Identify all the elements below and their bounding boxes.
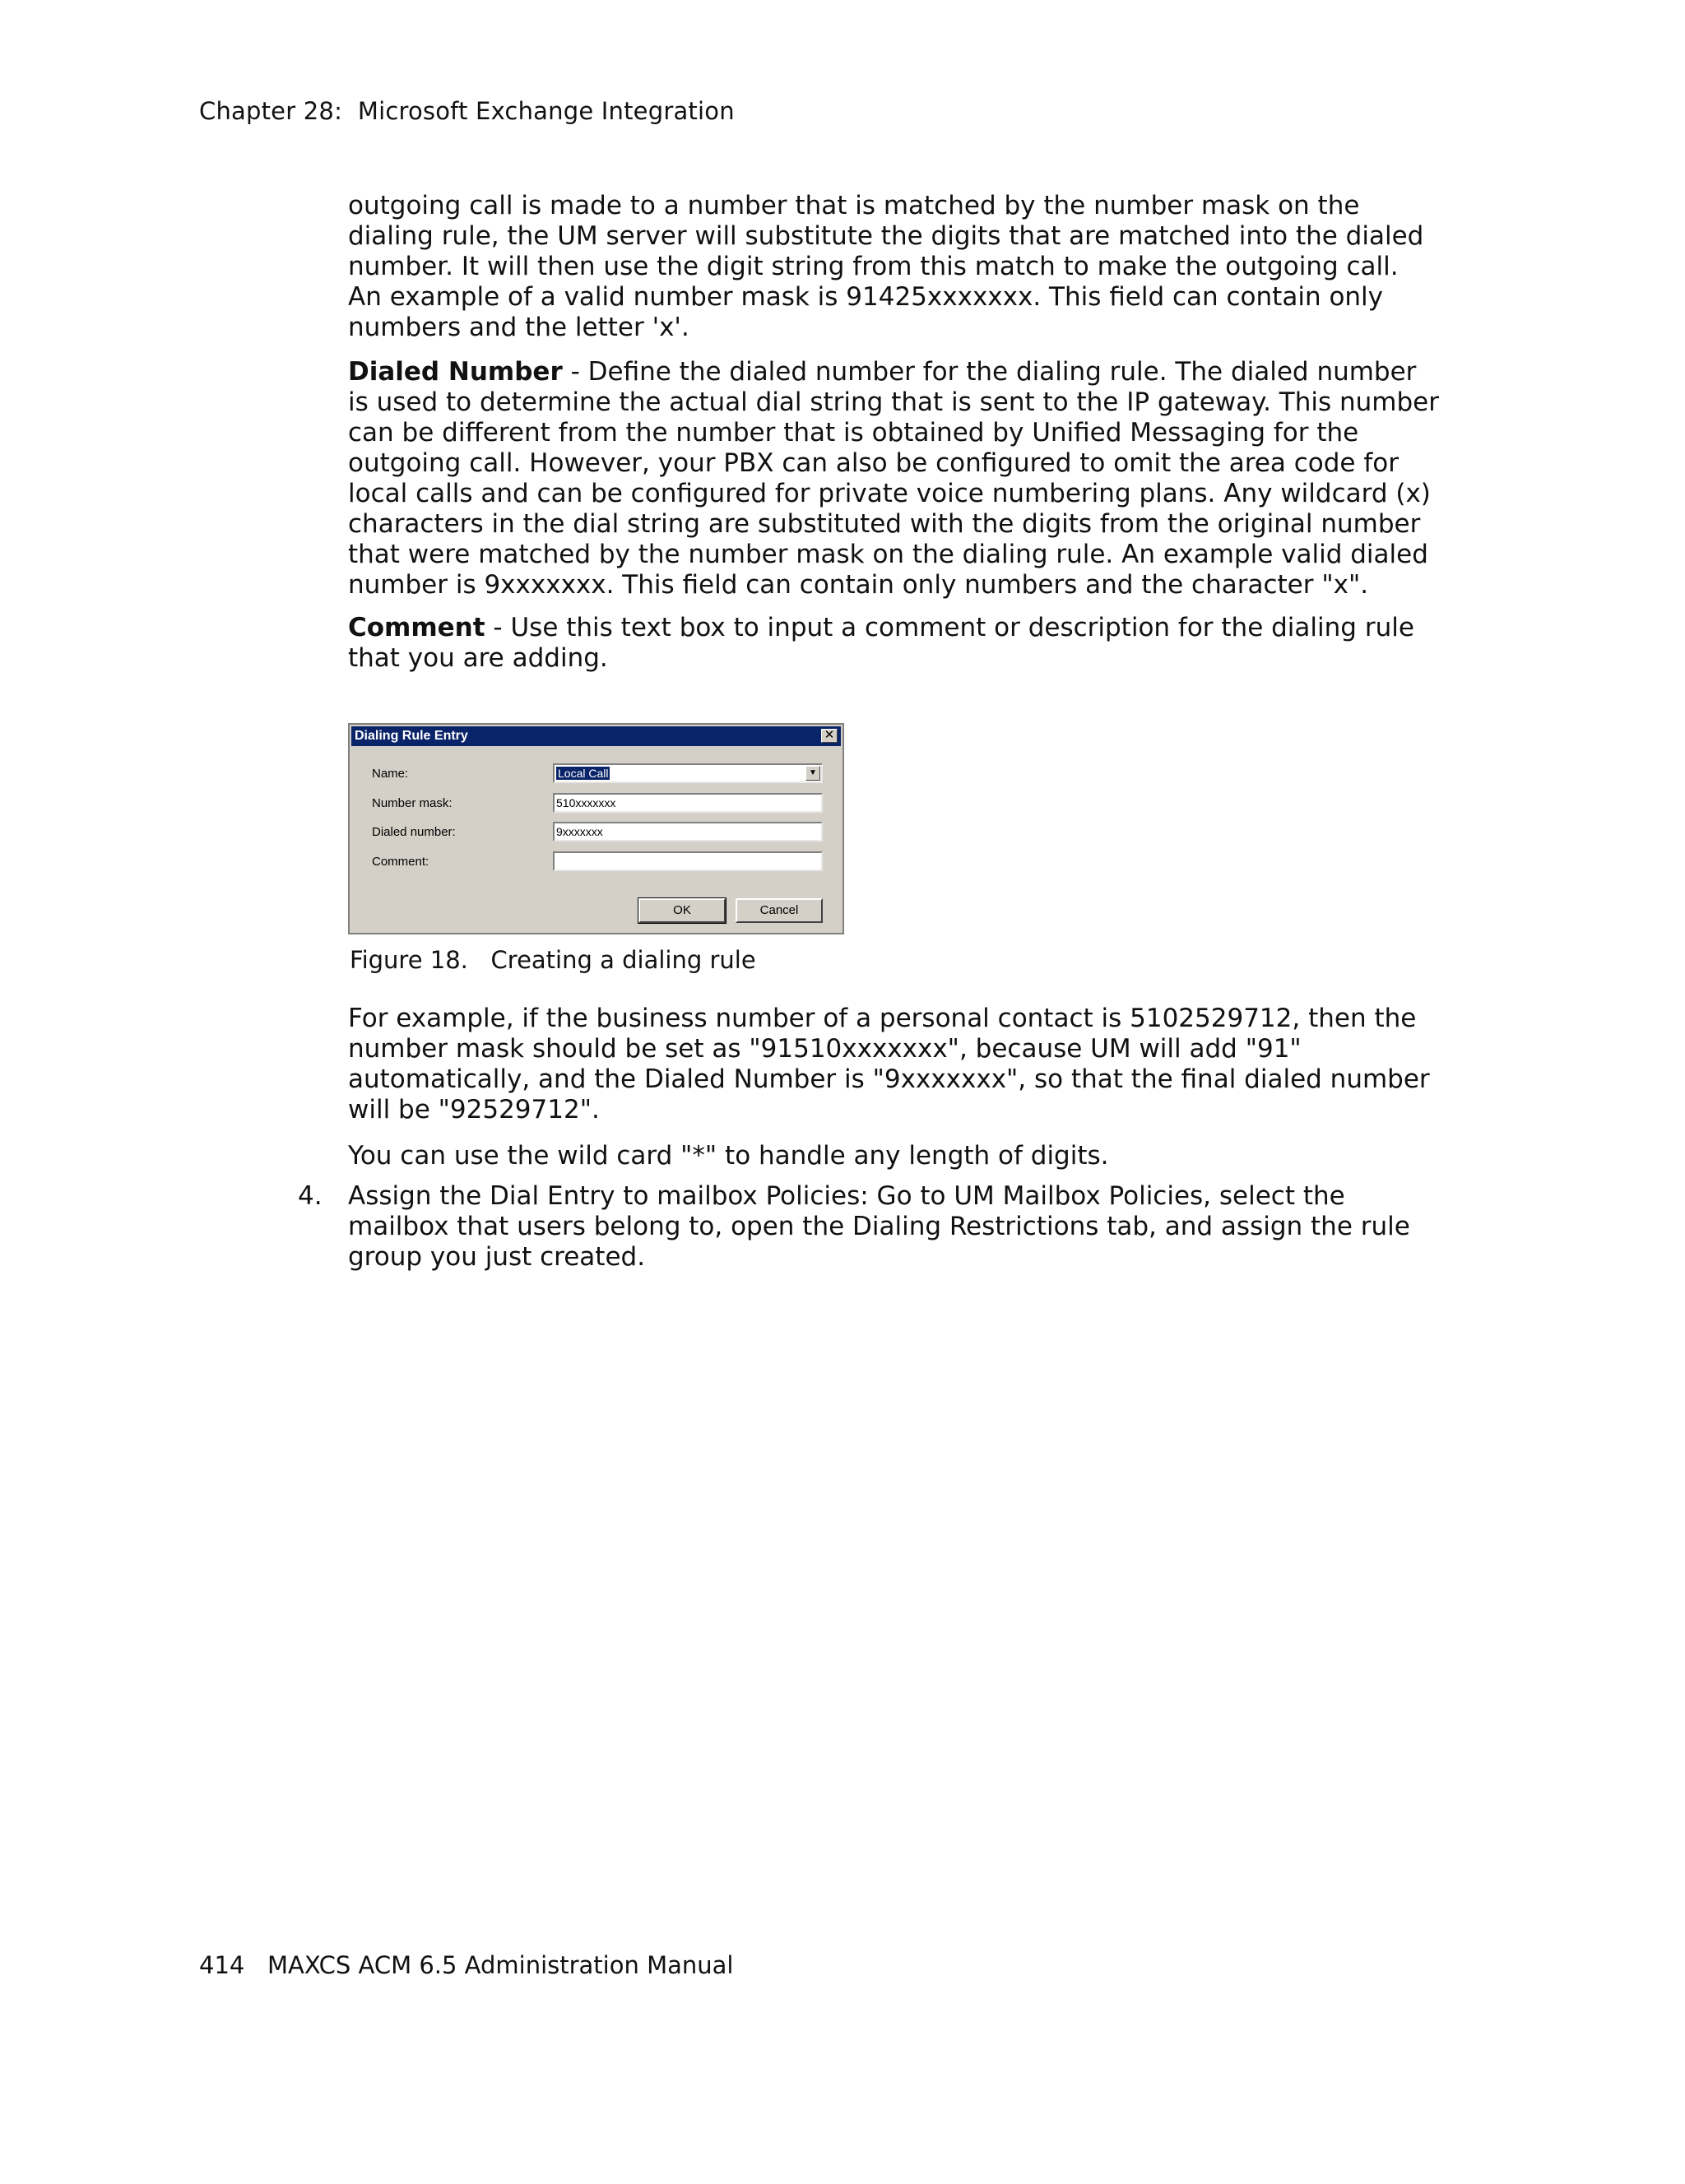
comment-term: Comment <box>348 613 485 642</box>
list-number: 4. <box>298 1181 323 1211</box>
dialed-number-label: Dialed number: <box>372 825 456 839</box>
figure-caption: Figure 18. Creating a dialing rule <box>350 946 756 974</box>
list-item-assign-dial-entry: Assign the Dial Entry to mailbox Policies: Go to UM Mailbox Policies, select the mailbox that users belong to, open the Dialing Restrictions tab, and assign the rule group you just created. <box>348 1181 1410 1272</box>
paragraph-dialed-number <box>348 357 1439 600</box>
cancel-button[interactable]: Cancel <box>736 898 823 923</box>
page-header: Chapter 28: Microsoft Exchange Integration <box>199 97 735 125</box>
page-footer: 414 MAXCS ACM 6.5 Administration Manual <box>199 1951 734 1979</box>
paragraph-example: For example, if the business number of a personal contact is 5102529712, then the number mask should be set as "91510xxxxxxx", because UM will add "91" automatically, and the Dialed Number is "9xxxxxxx", so that the final dialed number will be "92529712". <box>348 1004 1430 1124</box>
paragraph-number-mask-description: outgoing call is made to a number that is matched by the number mask on the dialing rule, the UM server will substitute the digits that are matched into the dialed number. It will then use the digit string from this match to make the outgoing call. An example of a valid number mask is 91425xxxxxxx. This field can contain only numbers and the letter 'x'. <box>348 191 1424 342</box>
paragraph-comment <box>348 613 1414 674</box>
name-combobox[interactable] <box>553 763 823 783</box>
name-value: Local Call <box>558 767 609 780</box>
dialed-number-description: - Define the dialed number for the dialing rule. The dialed number is used to determine the actual dial string that is sent to the IP gateway. This number can be different from the number that is obtained by Unified Messaging for the outgoing call. However, your PBX can also be configured to omit the area code for local calls and can be configured for private voice numbering plans. Any wildcard (x) characters in the dial string are substituted with the digits from the original number that were matched by the number mask on the dialing rule. An example valid dialed number is 9xxxxxxx. This field can contain only numbers and the character "x". <box>348 357 1439 600</box>
paragraph-wildcard: You can use the wild card "*" to handle any length of digits. <box>348 1141 1109 1171</box>
comment-input[interactable] <box>553 851 823 871</box>
chevron-down-icon[interactable]: ▼ <box>805 766 820 781</box>
number-mask-label: Number mask: <box>372 796 453 810</box>
dialog-titlebar <box>351 726 841 746</box>
number-mask-input[interactable]: 510xxxxxxx <box>553 793 823 813</box>
comment-label: Comment: <box>372 855 429 869</box>
dialed-number-input[interactable]: 9xxxxxxx <box>553 822 823 842</box>
comment-description: - Use this text box to input a comment or description for the dialing rule that you are adding. <box>348 613 1414 673</box>
dialing-rule-entry-dialog <box>348 723 844 934</box>
name-label: Name: <box>372 767 409 781</box>
dialog-title: Dialing Rule Entry <box>355 729 468 743</box>
ok-button[interactable]: OK <box>638 898 726 923</box>
close-icon[interactable]: ✕ <box>821 729 838 743</box>
dialed-number-term: Dialed Number <box>348 357 563 387</box>
